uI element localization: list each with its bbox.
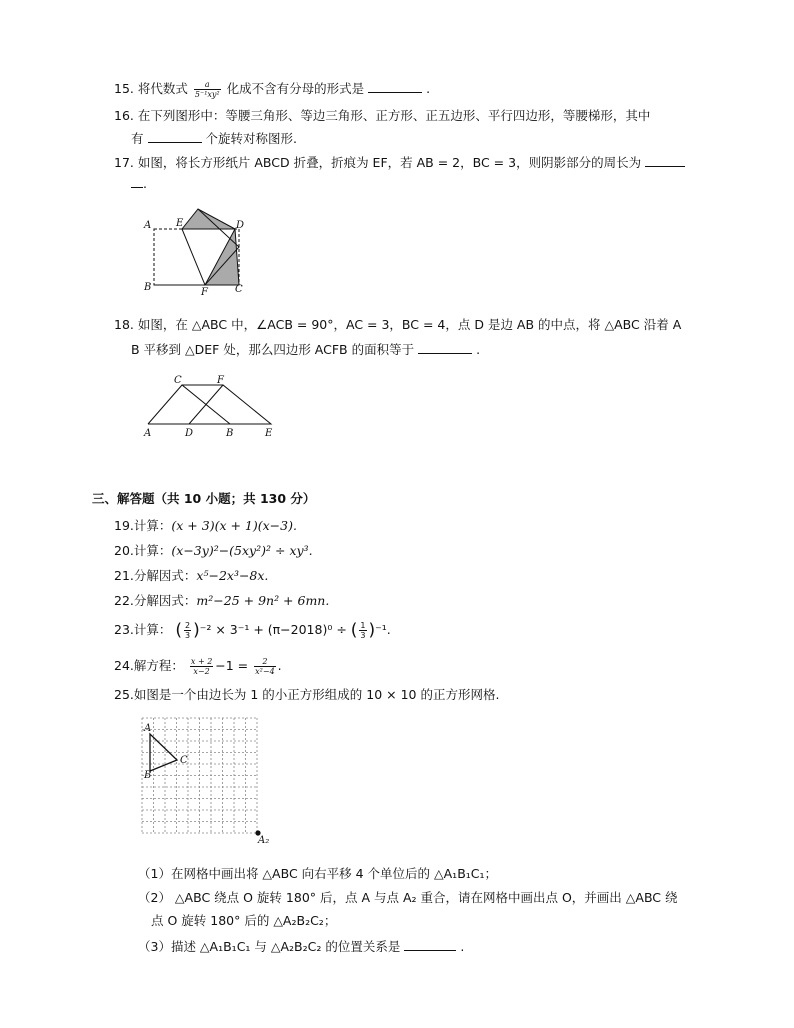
- label-C: C: [174, 375, 182, 386]
- triangle-DEF: [189, 385, 271, 424]
- question-25-sub1: （1）在网格中画出将 △ABC 向右平移 4 个单位后的 △A₁B₁C₁；: [138, 866, 498, 881]
- answer-blank[interactable]: [404, 939, 456, 951]
- question-text: 将代数式: [137, 81, 188, 96]
- label-F: F: [217, 375, 224, 386]
- question-24: 24.解方程： $\frac{x + 2}{x-2}$ −1 = $\frac{2}{\text{x²−4}}$ .: [114, 657, 282, 676]
- label-D: D: [236, 220, 245, 231]
- label-F: F: [201, 287, 208, 298]
- label-E: E: [176, 218, 184, 229]
- question-number: 15.: [114, 81, 134, 96]
- fraction: $\frac{a}{\text{5⁻¹xy²}}$: [194, 80, 220, 99]
- question-20: 20.计算：(x−3y)²−(5xy²)² ÷ xy³.: [114, 543, 313, 558]
- label-C: C: [235, 284, 243, 295]
- label-E: E: [265, 428, 273, 439]
- question-23: 23.计算： ( $\frac{2}{3}$ )⁻² × 3⁻¹ + (π−2018)⁰ ÷ ( $\frac{1}{3}$ )⁻¹.: [114, 620, 391, 641]
- question-18: 18. 如图，在 △ABC 中，∠ACB = 90°，AC = 3，BC = 4，点 D 是边 AB 的中点，将 △ABC 沿着 A: [114, 317, 682, 332]
- answer-blank[interactable]: [131, 176, 143, 188]
- label-B: B: [226, 428, 234, 439]
- question-text: 如图，在 △ABC 中，∠ACB = 90°，AC = 3，BC = 4，点 D 是边 AB 的中点，将 △ABC 沿着 A: [137, 317, 682, 332]
- question-16-line2: 有 个旋转对称图形.: [131, 131, 297, 146]
- question-21: 21.分解因式：x⁵−2x³−8x.: [114, 568, 269, 583]
- answer-blank[interactable]: [645, 155, 685, 167]
- label-B: B: [144, 282, 152, 293]
- question-18-line2: B 平移到 △DEF 处，那么四边形 ACFB 的面积等于 .: [131, 342, 481, 357]
- grid: [142, 718, 257, 833]
- question-17-line2: .: [131, 176, 147, 192]
- label-A: A: [144, 723, 152, 734]
- answer-blank[interactable]: [148, 131, 202, 143]
- question-text: 在下列图形中：等腰三角形、等边三角形、正方形、正五边形、平行四边形，等腰梯形，其中: [137, 108, 651, 123]
- label-A: A: [144, 220, 152, 231]
- question-16: 16. 在下列图形中：等腰三角形、等边三角形、正方形、正五边形、平行四边形，等腰梯形，其中: [114, 108, 651, 123]
- question-22: 22.分解因式：m²−25 + 9n² + 6mn.: [114, 593, 330, 608]
- question-text: 如图，将长方形纸片 ABCD 折叠，折痕为 EF，若 AB = 2，BC = 3，则阴影部分的周长为: [137, 155, 642, 170]
- question-15: 15. 将代数式 $\frac{a}{\text{5⁻¹xy²}}$ 化成不含有分母的形式是 .: [114, 80, 431, 99]
- label-B: B: [144, 770, 152, 781]
- label-C: C: [180, 755, 188, 766]
- label-A2: A₂: [258, 835, 270, 846]
- question-25-sub2-line2: 点 O 旋转 180° 后的 △A₂B₂C₂；: [151, 913, 337, 928]
- question-17: 17. 如图，将长方形纸片 ABCD 折叠，折痕为 EF，若 AB = 2，BC = 3，则阴影部分的周长为: [114, 155, 685, 171]
- question-text: 化成不含有分母的形式是: [226, 81, 365, 96]
- question-19: 19.计算：(x + 3)(x + 1)(x−3).: [114, 518, 297, 533]
- figure-q17: [140, 204, 260, 299]
- question-25: 25.如图是一个由边长为 1 的小正方形组成的 10 × 10 的正方形网格.: [114, 687, 500, 702]
- label-A: A: [144, 428, 152, 439]
- figure-q25-grid: [140, 716, 270, 846]
- section-title: 三、解答题（共 10 小题；共 130 分）: [92, 491, 316, 506]
- answer-blank[interactable]: [368, 81, 422, 93]
- label-D: D: [185, 428, 194, 439]
- question-25-sub3: （3）描述 △A₁B₁C₁ 与 △A₂B₂C₂ 的位置关系是 .: [138, 939, 465, 954]
- answer-blank[interactable]: [418, 342, 472, 354]
- question-25-sub2: （2） △ABC 绕点 O 旋转 180° 后，点 A 与点 A₂ 重合，请在网格中画出点 O，并画出 △ABC 绕: [138, 890, 678, 905]
- figure-q18: [140, 372, 280, 442]
- shaded-region-right: [205, 229, 239, 285]
